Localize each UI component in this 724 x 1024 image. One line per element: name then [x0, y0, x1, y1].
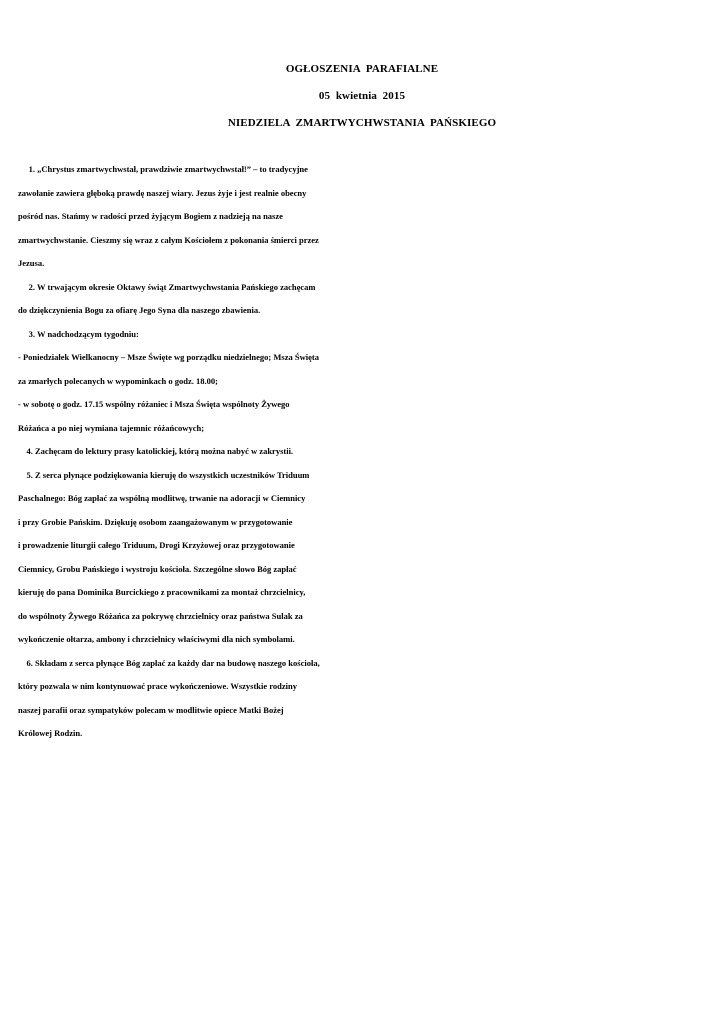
document-date: 05 kwietnia 2015 [318, 90, 406, 102]
text-line: kieruję do pana Dominika Burcickiego z pracownikami za montaż chrzcielnicy, [18, 587, 306, 597]
text-line: 3. W nadchodzącym tygodniu: [18, 328, 139, 339]
text-line: Ciemnicy, Grobu Pańskiego i wystroju kościoła. Szczególne słowo Bóg zapłać [18, 563, 297, 574]
text-line: 2. W trwającym okresie Oktawy świąt Zmartwychwstania Pańskiego zachęcam [18, 281, 316, 292]
announcement-header [0, 56, 724, 137]
text-line: Różańca a po niej wymiana tajemnic różańcowych; [18, 422, 205, 433]
text-line: który pozwala w nim kontynuować prace wykończeniowe. Wszystkie rodziny [18, 681, 298, 691]
text-line: - Poniedziałek Wielkanocny – Msze Święte wg porządku niedzielnego; Msza Święta [18, 352, 319, 362]
document-subtitle: NIEDZIELA ZMARTWYCHWSTANIA PAŃSKIEGO [227, 117, 497, 129]
text-line: 1. „Chrystus zmartwychwstał, prawdziwie zmartwychwstał!” – to tradycyjne [18, 164, 308, 174]
text-line: Paschalnego: Bóg zapłać za wspólną modlitwę, trwanie na adoracji w Ciemnicy [18, 493, 306, 503]
text-line: 5. Z serca płynące podziękowania kieruję do wszystkich uczestników Triduum [18, 469, 310, 480]
text-line: i przy Grobie Pańskim. Dziękuję osobom zaangażowanym w przygotowanie [18, 516, 293, 527]
announcement-body [18, 158, 718, 746]
text-line: Królowej Rodzin. [18, 728, 83, 738]
text-line: 6. Składam z serca płynące Bóg zapłać za każdy dar na budowę naszego kościoła, [18, 657, 320, 668]
text-line: zawołanie zawiera głęboką prawdę naszej wiary. Jezus żyje i jest realnie obecny [18, 187, 307, 198]
text-line: pośród nas. Stańmy w radości przed żyjącym Bogiem z nadzieją na nasze [18, 211, 283, 221]
text-line: Jezusa. [18, 258, 45, 268]
text-line: i prowadzenie liturgii całego Triduum, Drogi Krzyżowej oraz przygotowanie [18, 540, 295, 550]
text-line: za zmarłych polecanych w wypominkach o godz. 18.00; [18, 375, 218, 386]
text-line: do wspólnoty Żywego Różańca za pokrywę chrzcielnicy oraz państwa Sulak za [18, 610, 303, 621]
text-line: 4. Zachęcam do lektury prasy katolickiej, którą można nabyć w zakrystii. [18, 446, 294, 456]
text-line: - w sobotę o godz. 17.15 wspólny różaniec i Msza Święta wspólnoty Żywego [18, 399, 290, 409]
text-line: naszej parafii oraz sympatyków polecam w modlitwie opiece Matki Bożej [18, 704, 284, 715]
text-line: wykończenie ołtarza, ambony i chrzcielnicy właściwymi dla nich symbolami. [18, 634, 295, 644]
text-line: zmartwychwstanie. Cieszmy się wraz z całym Kościołem z pokonania śmierci przez [18, 234, 319, 245]
document-title: OGŁOSZENIA PARAFIALNE [285, 63, 439, 75]
text-line: do dziękczynienia Bogu za ofiarę Jego Syna dla naszego zbawienia. [18, 305, 261, 315]
